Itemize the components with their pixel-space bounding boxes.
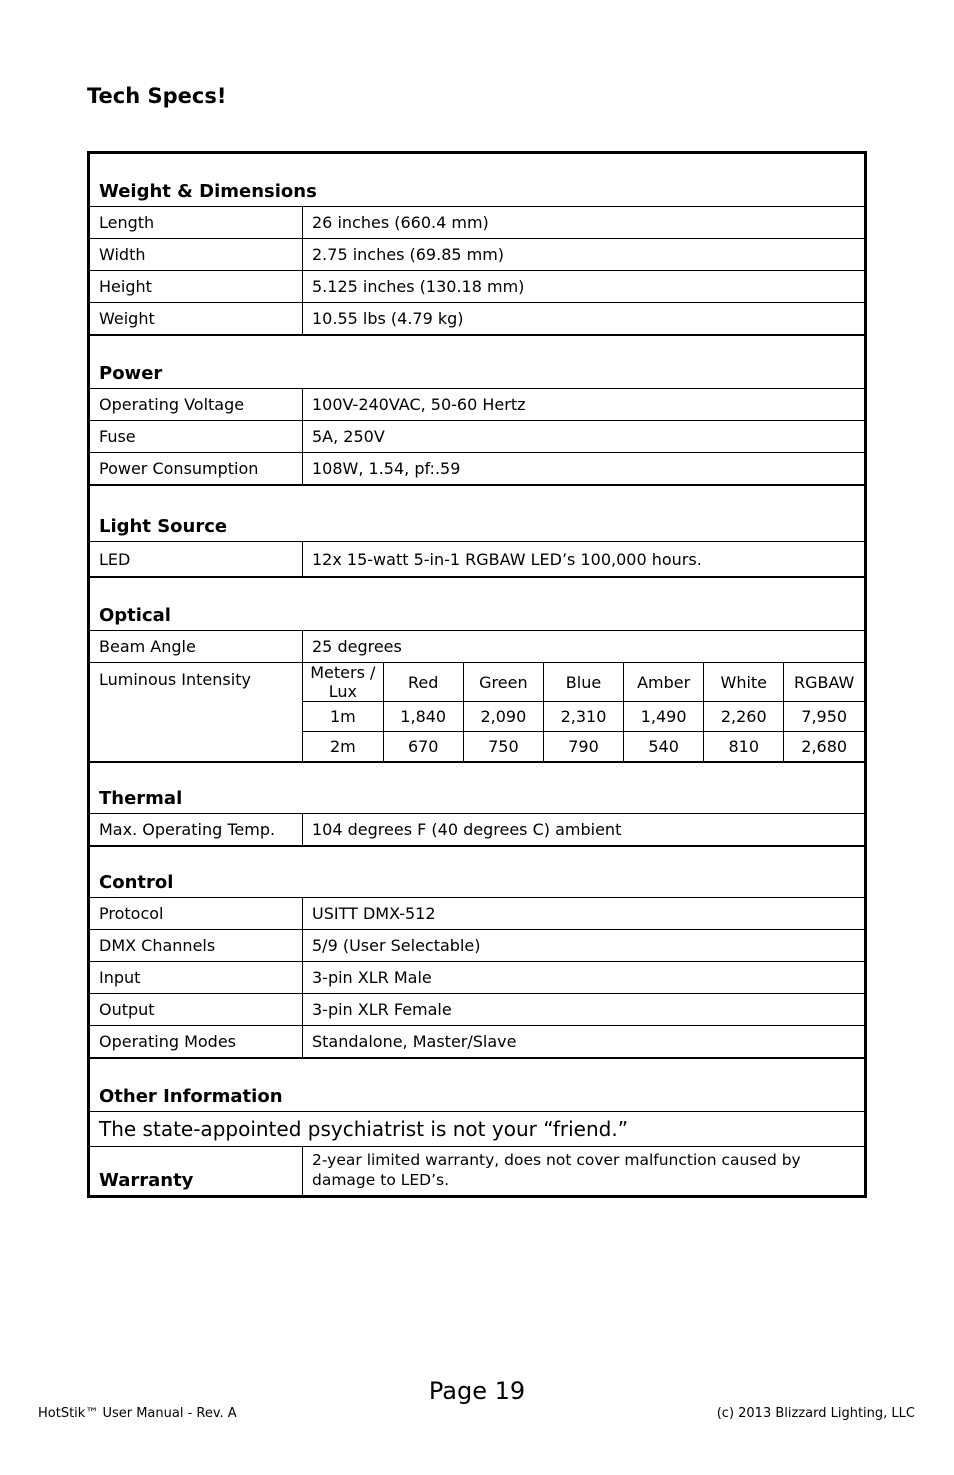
spec-label: Max. Operating Temp. xyxy=(89,814,303,847)
footer-manual-title: HotStik™ User Manual - Rev. A xyxy=(38,1406,237,1421)
spec-label: Beam Angle xyxy=(89,631,303,663)
table-row xyxy=(89,239,866,271)
luminous-cell: 1m xyxy=(303,702,383,732)
luminous-cell: 7,950 xyxy=(784,702,864,732)
footer-copyright: (c) 2013 Blizzard Lighting, LLC xyxy=(716,1406,915,1421)
luminous-row xyxy=(303,702,864,732)
spec-value: 100V-240VAC, 50-60 Hertz xyxy=(303,389,866,421)
table-row xyxy=(89,421,866,453)
tech-specs-table xyxy=(87,151,867,1198)
spec-label: Weight xyxy=(89,303,303,336)
spec-label: Length xyxy=(89,207,303,239)
luminous-header-cell: Green xyxy=(463,663,543,702)
table-row xyxy=(89,930,866,962)
section-weight-dimensions xyxy=(89,153,866,207)
luminous-header-row xyxy=(303,663,864,702)
spec-value: USITT DMX-512 xyxy=(303,898,866,930)
luminous-cell: 2,680 xyxy=(784,732,864,762)
luminous-header-cell: Red xyxy=(383,663,463,702)
table-row xyxy=(89,962,866,994)
table-row xyxy=(89,389,866,421)
spec-value: 26 inches (660.4 mm) xyxy=(303,207,866,239)
table-row xyxy=(89,814,866,847)
luminous-cell: 2,090 xyxy=(463,702,543,732)
section-thermal xyxy=(89,762,866,814)
luminous-cell: 810 xyxy=(704,732,784,762)
table-row xyxy=(89,1147,866,1197)
other-information-text: The state-appointed psychiatrist is not your “friend.” xyxy=(89,1112,866,1147)
table-row xyxy=(89,994,866,1026)
table-row xyxy=(89,271,866,303)
luminous-cell: 2m xyxy=(303,732,383,762)
luminous-header-cell: White xyxy=(704,663,784,702)
luminous-cell: 670 xyxy=(383,732,463,762)
luminous-cell: 1,840 xyxy=(383,702,463,732)
table-row xyxy=(89,542,866,578)
section-light-source xyxy=(89,485,866,542)
luminous-cell: 1,490 xyxy=(624,702,704,732)
table-row xyxy=(89,898,866,930)
luminous-header-cell: Meters / Lux xyxy=(303,663,383,702)
section-heading: Light Source xyxy=(89,485,866,542)
section-other-information xyxy=(89,1058,866,1112)
spec-label: Input xyxy=(89,962,303,994)
table-row xyxy=(89,207,866,239)
table-row xyxy=(89,663,866,763)
section-optical xyxy=(89,577,866,631)
spec-label: Output xyxy=(89,994,303,1026)
spec-label: Width xyxy=(89,239,303,271)
warranty-label: Warranty xyxy=(89,1147,303,1197)
spec-value: 12x 15-watt 5-in-1 RGBAW LED’s 100,000 hours. xyxy=(303,542,866,578)
spec-label: Power Consumption xyxy=(89,453,303,486)
section-heading: Power xyxy=(89,335,866,389)
luminous-cell: 540 xyxy=(624,732,704,762)
spec-label: DMX Channels xyxy=(89,930,303,962)
spec-value: 10.55 lbs (4.79 kg) xyxy=(303,303,866,336)
luminous-header-cell: Amber xyxy=(624,663,704,702)
spec-value: 108W, 1.54, pf:.59 xyxy=(303,453,866,486)
section-heading: Weight & Dimensions xyxy=(89,153,866,207)
spec-value: 2.75 inches (69.85 mm) xyxy=(303,239,866,271)
luminous-cell: 2,260 xyxy=(704,702,784,732)
spec-label: Protocol xyxy=(89,898,303,930)
table-row xyxy=(89,1026,866,1059)
table-row xyxy=(89,631,866,663)
spec-value: 3-pin XLR Female xyxy=(303,994,866,1026)
table-row xyxy=(89,1112,866,1147)
page-number: Page 19 xyxy=(428,1377,526,1405)
warranty-value: 2-year limited warranty, does not cover malfunction caused by damage to LED’s. xyxy=(303,1147,866,1197)
spec-value: 5/9 (User Selectable) xyxy=(303,930,866,962)
spec-value: Standalone, Master/Slave xyxy=(303,1026,866,1059)
section-heading: Thermal xyxy=(89,762,866,814)
spec-label: Operating Modes xyxy=(89,1026,303,1059)
spec-value: 3-pin XLR Male xyxy=(303,962,866,994)
spec-value: 5A, 250V xyxy=(303,421,866,453)
luminous-header-cell: Blue xyxy=(543,663,623,702)
spec-value: 104 degrees F (40 degrees C) ambient xyxy=(303,814,866,847)
table-row xyxy=(89,453,866,486)
luminous-intensity-table xyxy=(303,663,864,761)
spec-label: LED xyxy=(89,542,303,578)
spec-value: 25 degrees xyxy=(303,631,866,663)
luminous-header-cell: RGBAW xyxy=(784,663,864,702)
spec-label: Height xyxy=(89,271,303,303)
section-heading: Other Information xyxy=(89,1058,866,1112)
luminous-cell: 790 xyxy=(543,732,623,762)
section-heading: Optical xyxy=(89,577,866,631)
luminous-cell: 2,310 xyxy=(543,702,623,732)
table-row xyxy=(89,303,866,336)
section-control xyxy=(89,846,866,898)
section-power xyxy=(89,335,866,389)
page-title: Tech Specs! xyxy=(87,84,227,108)
section-heading: Control xyxy=(89,846,866,898)
spec-label: Fuse xyxy=(89,421,303,453)
spec-label: Operating Voltage xyxy=(89,389,303,421)
spec-label: Luminous Intensity xyxy=(89,663,303,763)
luminous-cell: 750 xyxy=(463,732,543,762)
luminous-intensity-cell xyxy=(303,663,866,763)
spec-value: 5.125 inches (130.18 mm) xyxy=(303,271,866,303)
luminous-row xyxy=(303,732,864,762)
